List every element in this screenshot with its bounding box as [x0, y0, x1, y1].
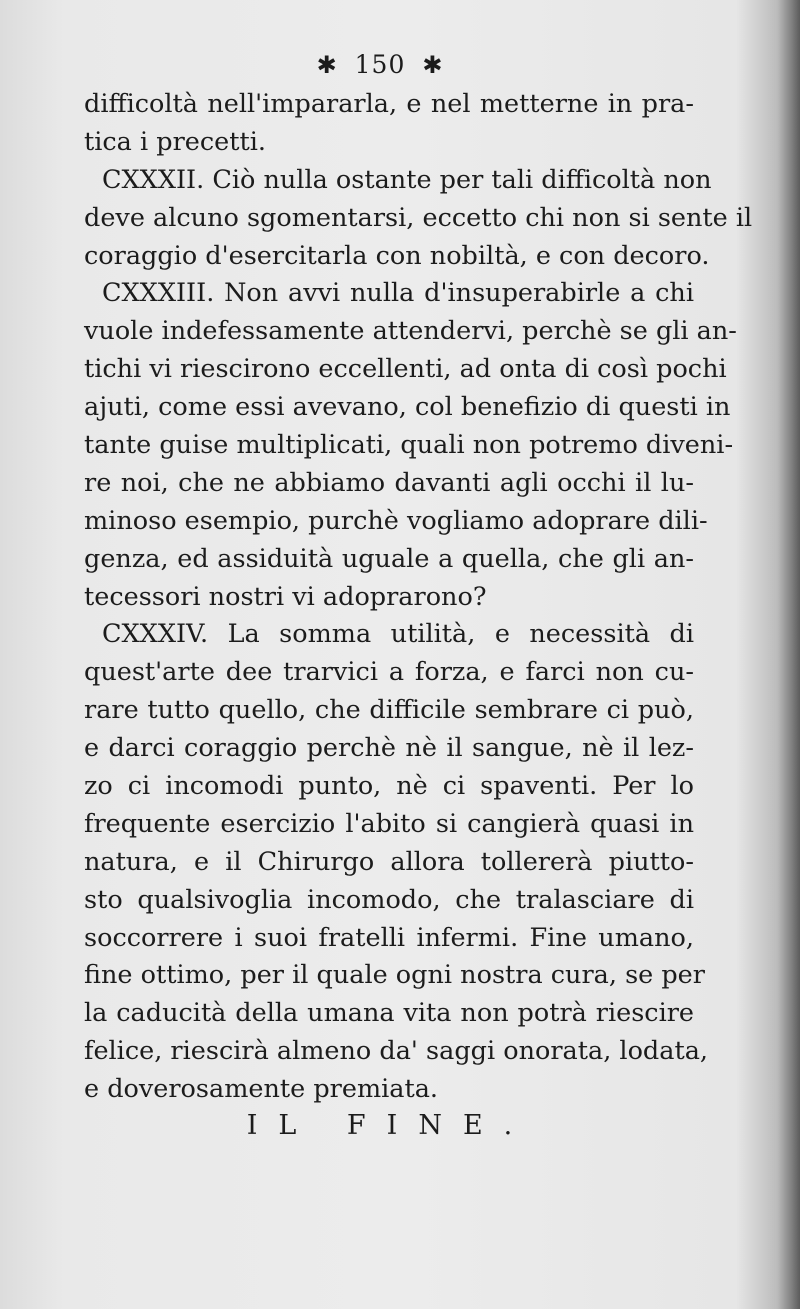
- page-number: 150: [354, 50, 406, 79]
- text-line: deve alcuno sgomentarsi, eccetto chi non si sente il: [84, 202, 753, 233]
- text-line: frequente esercizio l'abito si cangierà quasi in: [84, 808, 694, 839]
- text-line: re noi, che ne abbiamo davanti agli occhi il lu-: [84, 467, 694, 498]
- text-line: sto qualsivoglia incomodo, che tralasciare di: [84, 884, 694, 915]
- text-line: tichi vi riescirono eccellenti, ad onta di così pochi: [84, 354, 727, 385]
- text-line: natura, e il Chirurgo allora tollererà piutto-: [84, 846, 694, 877]
- text-line: e doverosamente premiata.: [84, 1074, 439, 1105]
- text-line: e darci coraggio perchè nè il sangue, nè il lez-: [84, 733, 694, 764]
- text-line: zo ci incomodi punto, nè ci spaventi. Per lo: [84, 771, 694, 802]
- text-line: vuole indefessamente attendervi, perchè se gli an-: [84, 316, 737, 347]
- text-line: tecessori nostri vi adoprarono?: [84, 581, 487, 612]
- body-text: [84, 86, 753, 1109]
- ornament-left-icon: ✱: [316, 51, 338, 79]
- text-line: tante guise multiplicati, quali non potremo diveni-: [84, 430, 734, 461]
- page-edge-shadow: [778, 0, 800, 1309]
- text-line: la caducità della umana vita non potrà riescire: [84, 998, 694, 1029]
- text-line: quest'arte dee trarvici a forza, e farci non cu-: [84, 657, 694, 688]
- end-heading: IL FINE.: [246, 1110, 534, 1141]
- text-line: tica i precetti.: [84, 126, 266, 157]
- ornament-right-icon: ✱: [422, 51, 444, 79]
- text-line: coraggio d'esercitarla con nobiltà, e con decoro.: [84, 240, 710, 271]
- text-line: rare tutto quello, che difficile sembrare ci può,: [84, 695, 694, 726]
- text-line: felice, riescirà almeno da' saggi onorata, lodata,: [84, 1036, 709, 1067]
- text-line: genza, ed assiduità uguale a quella, che gli an-: [84, 543, 694, 574]
- text-line: minoso esempio, purchè vogliamo adoprare dili-: [84, 505, 708, 536]
- text-line: soccorrere i suoi fratelli infermi. Fine umano,: [84, 922, 694, 953]
- text-line: CXXXII. Ciò nulla ostante per tali difficoltà non: [102, 164, 712, 195]
- text-line: difficoltà nell'impararla, e nel metterne in pra-: [84, 89, 694, 119]
- page-header: [0, 50, 760, 79]
- text-line: ajuti, come essi avevano, col benefizio di questi in: [84, 392, 731, 423]
- text-line: CXXXIII. Non avvi nulla d'insuperabirle a chi: [102, 278, 694, 309]
- text-line: CXXXIV. La somma utilità, e necessità di: [102, 619, 694, 650]
- text-line: fine ottimo, per il quale ogni nostra cura, se per: [84, 960, 705, 991]
